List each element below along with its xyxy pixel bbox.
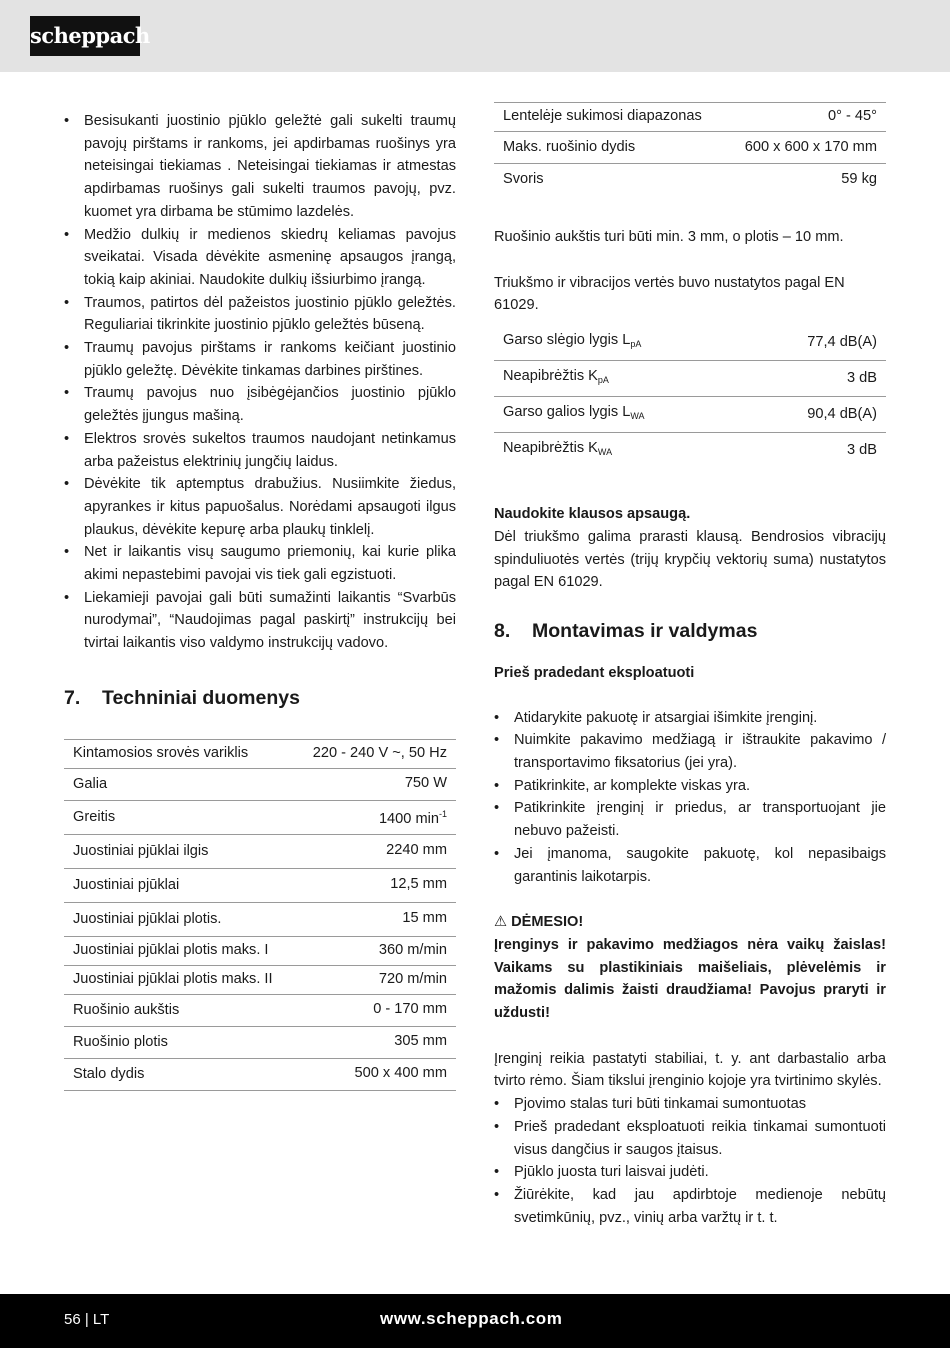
table-row <box>64 768 456 800</box>
spec-label: Maks. ruošinio dydis <box>494 132 729 164</box>
noise-value: 77,4 dB(A) <box>729 325 886 361</box>
list-item: • Traumų pavojus nuo įsibėgėjančios juostinio pjūklo geležtės įjungus mašiną. <box>64 382 456 427</box>
left-column <box>64 110 456 1091</box>
before-use-list <box>494 707 886 889</box>
setup-list <box>494 1093 886 1229</box>
table-row <box>64 994 456 1026</box>
table-row <box>494 397 886 433</box>
spec-label: Stalo dydis <box>64 1058 299 1090</box>
spec-value: 220 - 240 V ~, 50 Hz <box>299 739 456 768</box>
noise-table <box>494 325 886 467</box>
spec-label: Juostiniai pjūklai plotis. <box>64 902 299 936</box>
hearing-protection-text: Dėl triukšmo galima prarasti klausą. Bendrosios vibracijų spinduliuotės vertės (trijų krypčių vektorių suma) nustatytos pagal EN 61029. <box>494 528 886 591</box>
table-row <box>494 325 886 361</box>
noise-label-text: Neapibrėžtis K <box>503 368 598 385</box>
noise-label <box>494 433 729 468</box>
table-row <box>64 1058 456 1090</box>
noise-label <box>494 325 729 361</box>
spec-value: 59 kg <box>841 171 877 187</box>
noise-label <box>494 397 729 433</box>
table-row <box>494 433 886 468</box>
list-item: • Nuimkite pakavimo medžiagą ir ištraukite pakavimo / transportavimo fiksatorius (jei yra). <box>494 729 886 774</box>
table-row <box>64 868 456 902</box>
spec-label: Juostiniai pjūklai ilgis <box>64 834 299 868</box>
noise-label-sub: WA <box>630 411 645 422</box>
list-item: • Atidarykite pakuotę ir atsargiai išimkite įrenginį. <box>494 707 886 730</box>
tech-data-table <box>64 739 456 1091</box>
section-number: 7. <box>64 686 81 709</box>
spec-value: 2240 mm <box>299 834 456 868</box>
spec-value: 600 x 600 x 170 mm <box>729 132 886 164</box>
list-item: • Elektros srovės sukeltos traumos naudojant netinkamus arba pažeistus elektrinių jungčių laidus. <box>64 428 456 473</box>
spec-value: 12,5 mm <box>299 868 456 902</box>
section-7-heading <box>64 685 456 711</box>
table-row <box>494 132 886 164</box>
list-item: • Jei įmanoma, saugokite pakuotę, kol nepasibaigs garantinis laikotarpis. <box>494 843 886 888</box>
list-item: • Besisukanti juostinio pjūklo geležtė gali sukelti traumų pavojų pirštams ir rankoms, jei apdirbamas ruošinys yra neteisingai tiekiamas . Neteisingai tiekiamas ir atmestas apdirbamas ruošinys gali sukelti traumos pavojų, pvz. kuomet yra dirbama be stūmimo lazdelės. <box>64 110 456 224</box>
spec-label: Juostiniai pjūklai plotis maks. I <box>64 936 299 965</box>
list-item: • Patikrinkite įrenginį ir priedus, ar transportuojant jie nebuvo pažeisti. <box>494 797 886 842</box>
hearing-protection-title: Naudokite klausos apsaugą. <box>494 506 691 523</box>
table-row <box>64 902 456 936</box>
spec-value: 0° - 45° <box>729 103 886 132</box>
page-number: 56 | LT <box>64 1311 110 1328</box>
workpiece-note: Ruošinio aukštis turi būti min. 3 mm, o plotis – 10 mm. <box>494 229 844 245</box>
noise-label-sub: pA <box>597 375 609 386</box>
noise-value: 3 dB <box>846 442 877 459</box>
spec-value: 750 W <box>299 768 456 800</box>
warning-triangle-icon: ⚠ <box>494 914 508 931</box>
spec-label: Kintamosios srovės variklis <box>64 739 299 768</box>
spec-value <box>299 800 456 834</box>
table-row <box>64 965 456 994</box>
spec-value: 720 m/min <box>299 965 456 994</box>
warning-text: Įrenginys ir pakavimo medžiagos nėra vaikų žaislas! Vaikams su plastikiniais maišeliais, plėvelėmis ir mažomis dalimis žaisti draudžiama! Pavojus praryti ir uždusti! <box>494 936 886 1022</box>
spec-value: 360 m/min <box>299 936 456 965</box>
noise-label-text: Garso galios lygis L <box>503 404 631 421</box>
spec-value: 0 - 170 mm <box>299 994 456 1026</box>
residual-risks-list <box>64 110 456 655</box>
list-item: • Dėvėkite tik aptemptus drabužius. Nusiimkite žiedus, apyrankes ir kitus papuošalus. Norėdami apsaugoti ilgus plaukus, dėvėkite kepurę arba plaukų tinklelį. <box>64 473 456 541</box>
tech-data-table-continued <box>494 102 886 194</box>
list-item: • Pjovimo stalas turi būti tinkamai sumontuotas <box>494 1093 886 1116</box>
table-row <box>494 103 886 132</box>
noise-value: 90,4 dB(A) <box>729 397 886 433</box>
spec-value: 500 x 400 mm <box>299 1058 456 1090</box>
noise-intro: Triukšmo ir vibracijos vertės buvo nustatytos pagal EN 61029. <box>494 274 845 314</box>
spec-label: Ruošinio plotis <box>64 1026 299 1058</box>
spec-label: Juostiniai pjūklai <box>64 868 299 902</box>
speed-unit-exponent: -1 <box>438 808 447 819</box>
table-row <box>64 834 456 868</box>
spec-label: Juostiniai pjūklai plotis maks. II <box>64 965 299 994</box>
spec-value: 305 mm <box>299 1026 456 1058</box>
list-item: • Medžio dulkių ir medienos skiedrų keliamas pavojus sveikatai. Visada dėvėkite asmeninę apsaugos įrangą, tokią kaip akiniai. Naudokite dulkių išsiurbimo įrangą. <box>64 224 456 292</box>
spec-label: Lentelėje sukimosi diapazonas <box>494 103 729 132</box>
spec-value: 15 mm <box>299 902 456 936</box>
noise-label-text: Garso slėgio lygis L <box>503 332 631 349</box>
section-8-heading <box>494 618 886 644</box>
brand-logo: scheppach <box>30 16 140 56</box>
noise-value: 3 dB <box>729 361 886 397</box>
noise-label-sub: pA <box>630 339 642 350</box>
table-row <box>64 800 456 834</box>
table-row <box>494 361 886 397</box>
website-url: www.scheppach.com <box>380 1309 563 1328</box>
warning-title: DĖMESIO! <box>511 914 584 931</box>
section-title: Montavimas ir valdymas <box>532 619 758 642</box>
page-header <box>0 0 950 72</box>
list-item: • Liekamieji pavojai gali būti sumažinti laikantis “Svarbūs nurodymai”, “Naudojimas pagal paskirtį” instrukcijų bei tvirtai laikantis viso valdymo instrukcijų vadovo. <box>64 587 456 655</box>
table-row <box>64 936 456 965</box>
spec-label: Svoris <box>503 171 544 187</box>
table-row <box>64 1026 456 1058</box>
page-footer <box>0 1294 950 1348</box>
table-row <box>64 739 456 768</box>
warning-title-line <box>494 911 886 934</box>
setup-text: Įrenginį reikia pastatyti stabiliai, t. y. ant darbastalio arba tvirto rėmo. Šiam tikslui įrenginio kojoje yra tvirtinimo skylės. <box>494 1050 886 1090</box>
section-title: Techniniai duomenys <box>102 686 300 709</box>
before-use-title: Prieš pradedant eksploatuoti <box>494 664 695 681</box>
list-item: • Prieš pradedant eksploatuoti reikia tinkamai sumontuoti visus dangčius ir saugos įtaisus. <box>494 1116 886 1161</box>
section-number: 8. <box>494 619 511 642</box>
noise-label-text: Neapibrėžtis K <box>503 440 598 457</box>
list-item: • Patikrinkite, ar komplekte viskas yra. <box>494 775 886 798</box>
list-item: • Traumos, patirtos dėl pažeistos juostinio pjūklo geležtės. Reguliariai tikrinkite juostinio pjūklo geležtės būseną. <box>64 292 456 337</box>
list-item: • Pjūklo juosta turi laisvai judėti. <box>494 1161 886 1184</box>
spec-label: Ruošinio aukštis <box>64 994 299 1026</box>
noise-label-sub: WA <box>597 447 613 458</box>
speed-value: 1400 min <box>378 810 439 827</box>
list-item: • Žiūrėkite, kad jau apdirbtoje medienoje nebūtų svetimkūnių, pvz., vinių arba varžtų ir t. t. <box>494 1184 886 1229</box>
list-item: • Traumų pavojus pirštams ir rankoms keičiant juostinio pjūklo geležtę. Dėvėkite tinkamas darbines pirštines. <box>64 337 456 382</box>
list-item: • Net ir laikantis visų saugumo priemonių, kai kurie plika akimi nepastebimi pavojai vis tiek gali egzistuoti. <box>64 541 456 586</box>
noise-label <box>494 361 729 397</box>
spec-label: Greitis <box>64 800 299 834</box>
spec-label: Galia <box>64 768 299 800</box>
table-row-last <box>494 164 886 195</box>
right-column <box>494 102 886 1229</box>
